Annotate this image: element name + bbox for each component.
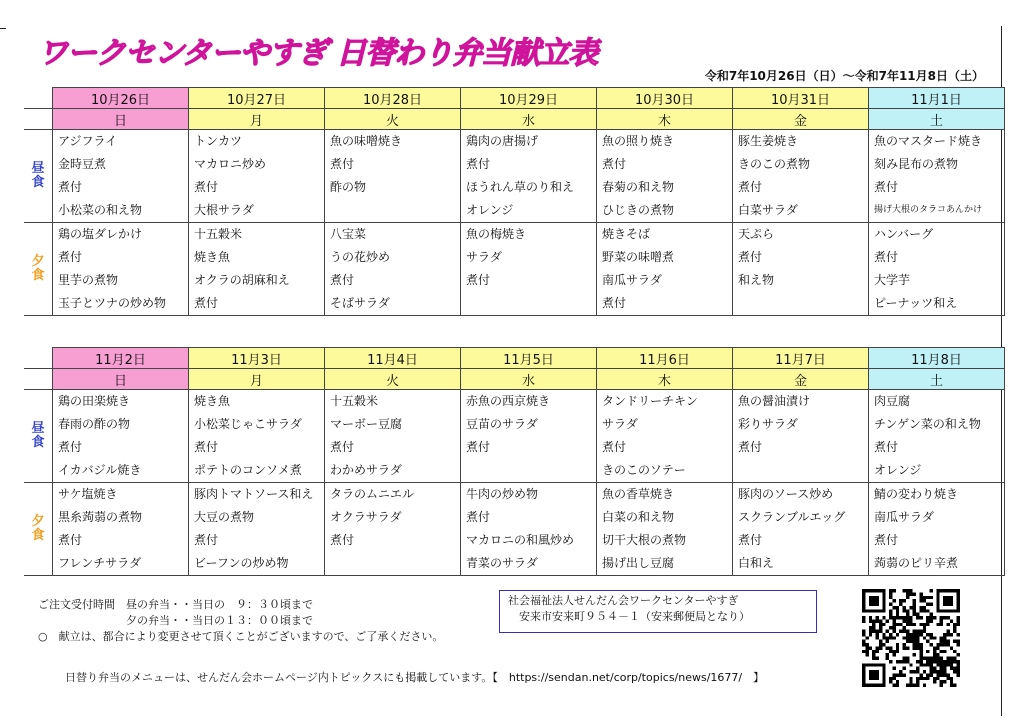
footer-note: 日替り弁当のメニューは、せんだん会ホームページ内トピックスにも掲載しています。【 https://sendan.net/corp/topics/news/1677/ 】 [65, 671, 765, 684]
menu-item: 青菜のサラダ [466, 556, 538, 570]
lunch-menu-cell [733, 130, 869, 223]
menu-item: 魚の醤油漬け [738, 394, 811, 408]
menu-item: トンカツ [194, 134, 243, 148]
menu-item [325, 552, 460, 575]
weekday-cell: 木 [597, 369, 733, 390]
menu-item: 牛肉の炒め物 [466, 487, 539, 501]
menu-item: きのこのソテー [602, 463, 686, 477]
menu-item: 煮付 [874, 250, 899, 264]
weekday-cell: 月 [189, 109, 325, 130]
dinner-menu-cell [325, 483, 461, 576]
menu-item: フレンチサラダ [58, 556, 142, 570]
menu-item: 里芋の煮物 [58, 273, 119, 287]
corner-cell [24, 109, 53, 130]
menu-item: タラのムニエル [330, 487, 415, 501]
menu-item: 小松菜の和え物 [58, 203, 143, 217]
menu-item: 鶏の塩ダレかけ [58, 227, 143, 241]
menu-period: 令和7年10月26日（日）～令和7年11月8日（土） [704, 69, 984, 83]
organization-name: 社会福祉法人せんだん会ワークセンターやすぎ [508, 594, 739, 607]
dinner-menu-cell [733, 483, 869, 576]
dinner-menu-cell [733, 223, 869, 316]
dinner-menu-cell [461, 483, 597, 576]
menu-item: 煮付 [738, 180, 763, 194]
menu-item [461, 292, 596, 315]
menu-item: 煮付 [58, 250, 83, 264]
menu-item: ビーフンの炒め物 [194, 556, 289, 570]
dinner-menu-cell [597, 483, 733, 576]
page-border-tick [0, 28, 6, 29]
weekday-cell: 土 [869, 369, 1005, 390]
menu-item: 鶏肉の唐揚げ [466, 134, 539, 148]
menu-item: 魚の梅焼き [466, 227, 527, 241]
menu-item: 豚生姜焼き [738, 134, 799, 148]
menu-item: 煮付 [466, 273, 491, 287]
date-cell: 10月27日 [189, 88, 325, 109]
menu-item [325, 199, 460, 222]
date-cell: 10月31日 [733, 88, 869, 109]
menu-item: 鯖の変わり焼き [874, 487, 959, 501]
date-cell: 11月3日 [189, 348, 325, 369]
menu-item: オクラサラダ [330, 510, 402, 524]
menu-item: 焼きそば [602, 227, 651, 241]
dinner-menu-cell [461, 223, 597, 316]
lunch-menu-cell [869, 390, 1005, 483]
menu-item: 煮付 [330, 157, 355, 171]
menu-item: 焼き魚 [194, 394, 231, 408]
menu-item: 十五穀米 [194, 227, 243, 241]
menu-item: わかめサラダ [330, 463, 402, 477]
menu-item: 金時豆煮 [58, 157, 107, 171]
menu-item: ほうれん草のり和え [466, 180, 575, 194]
menu-item: アジフライ [58, 134, 118, 148]
menu-item: 大根サラダ [194, 203, 254, 217]
menu-item: 大学芋 [874, 273, 911, 287]
menu-item: 切干大根の煮物 [602, 533, 687, 547]
date-cell: 10月28日 [325, 88, 461, 109]
lunch-menu-cell [53, 390, 189, 483]
menu-item: そばサラダ [330, 296, 390, 310]
menu-item: 彩りサラダ [738, 417, 798, 431]
menu-item: 焼き魚 [194, 250, 231, 264]
menu-item: 煮付 [330, 440, 355, 454]
weekday-cell: 火 [325, 109, 461, 130]
date-cell: 11月7日 [733, 348, 869, 369]
menu-item: 煮付 [738, 250, 763, 264]
week-menu-table [24, 347, 1005, 576]
menu-item: 煮付 [874, 533, 899, 547]
dinner-label-char: 食 [31, 528, 45, 543]
menu-item: オレンジ [466, 203, 514, 217]
menu-item: 野菜の味噌煮 [602, 250, 675, 264]
date-cell: 11月8日 [869, 348, 1005, 369]
menu-item: サラダ [602, 417, 638, 431]
menu-item: 魚の照り焼き [602, 134, 675, 148]
menu-item: スクランブルエッグ [738, 510, 846, 524]
date-cell: 10月29日 [461, 88, 597, 109]
date-cell: 10月30日 [597, 88, 733, 109]
menu-item: 煮付 [738, 533, 763, 547]
menu-item: 黒糸蒟蒻の煮物 [58, 510, 143, 524]
menu-item: ポテトのコンソメ煮 [194, 463, 302, 477]
dinner-label-cell [24, 483, 53, 576]
weekday-cell: 火 [325, 369, 461, 390]
lunch-menu-cell [53, 130, 189, 223]
organization-address: 安来市安来町９５４－１（安来郵便局となり） [508, 610, 750, 623]
dinner-menu-cell [869, 483, 1005, 576]
note-line: 夕の弁当・・当日の１３：００頃まで [38, 614, 313, 627]
menu-item: 豚肉トマトソース和え [194, 487, 314, 501]
weekday-cell: 金 [733, 369, 869, 390]
weekday-cell: 金 [733, 109, 869, 130]
menu-item: 刻み昆布の煮物 [874, 157, 959, 171]
dinner-menu-cell [189, 223, 325, 316]
weekday-cell: 月 [189, 369, 325, 390]
menu-item: 南瓜サラダ [874, 510, 934, 524]
lunch-label-char: 食 [31, 175, 45, 190]
menu-item: 煮付 [194, 180, 219, 194]
weekday-cell: 水 [461, 369, 597, 390]
date-cell: 11月5日 [461, 348, 597, 369]
menu-item: 揚げ出し豆腐 [602, 556, 675, 570]
menu-item: 煮付 [330, 533, 355, 547]
weekday-cell: 日 [53, 369, 189, 390]
menu-item: 煮付 [466, 157, 491, 171]
menu-item: 煮付 [466, 510, 491, 524]
dinner-menu-cell [325, 223, 461, 316]
menu-item: 揚げ大根のタラコあんかけ [874, 205, 983, 215]
lunch-menu-cell [325, 130, 461, 223]
date-cell: 11月1日 [869, 88, 1005, 109]
menu-item: 小松菜じゃこサラダ [194, 417, 302, 431]
note-line: ご注文受付時間 昼の弁当・・当日の ９：３０頃まで [38, 598, 313, 611]
menu-item: 和え物 [738, 273, 775, 287]
weekday-cell: 水 [461, 109, 597, 130]
weekday-cell: 木 [597, 109, 733, 130]
lunch-menu-cell [189, 130, 325, 223]
dinner-label-char: 夕 [31, 254, 45, 269]
menu-item: きのこの煮物 [738, 157, 811, 171]
lunch-label-char: 食 [31, 435, 45, 450]
menu-item: 豚肉のソース炒め [738, 487, 834, 501]
dinner-label-char: 夕 [31, 514, 45, 529]
menu-item: 十五穀米 [330, 394, 379, 408]
lunch-label-char: 昼 [31, 421, 45, 436]
menu-item: 煮付 [466, 440, 491, 454]
menu-item: 魚のマスタード焼き [874, 134, 983, 148]
menu-item: 白菜サラダ [738, 203, 798, 217]
qr-code-icon[interactable] [862, 589, 960, 687]
menu-item: 酢の物 [330, 180, 367, 194]
note-line: ○ 献立は、都合により変更させて頂くことがございますので、ご了承ください。 [38, 630, 444, 643]
menu-item: マカロニの和風炒め [466, 533, 575, 547]
date-cell: 11月2日 [53, 348, 189, 369]
weekday-cell: 日 [53, 109, 189, 130]
menu-item: 煮付 [58, 180, 83, 194]
dinner-menu-cell [53, 223, 189, 316]
menu-item: チンゲン菜の和え物 [874, 417, 981, 431]
dinner-menu-cell [869, 223, 1005, 316]
menu-item: マカロニ炒め [194, 157, 267, 171]
lunch-menu-cell [597, 130, 733, 223]
lunch-menu-cell [461, 130, 597, 223]
menu-item: 春雨の酢の物 [58, 417, 131, 431]
menu-item: 肉豆腐 [874, 394, 911, 408]
lunch-menu-cell [869, 130, 1005, 223]
menu-item: 煮付 [602, 157, 627, 171]
menu-item [461, 459, 596, 482]
menu-item: 豆苗のサラダ [466, 417, 538, 431]
menu-item: 煮付 [58, 533, 83, 547]
menu-item: 煮付 [602, 296, 627, 310]
order-notes [38, 597, 443, 645]
dinner-label-char: 食 [31, 268, 45, 283]
lunch-menu-cell [189, 390, 325, 483]
lunch-menu-cell [461, 390, 597, 483]
menu-item: 大豆の煮物 [194, 510, 255, 524]
menu-item: オクラの胡麻和え [194, 273, 290, 287]
dinner-menu-cell [189, 483, 325, 576]
menu-item: 煮付 [194, 533, 219, 547]
menu-item: 白菜の和え物 [602, 510, 675, 524]
menu-item [733, 459, 868, 482]
menu-item: ピーナッツ和え [874, 296, 958, 310]
menu-item: 煮付 [738, 440, 763, 454]
menu-item: 赤魚の西京焼き [466, 394, 551, 408]
menu-item: 天ぷら [738, 227, 775, 241]
menu-item: サケ塩焼き [58, 487, 118, 501]
menu-item: 白和え [738, 556, 775, 570]
menu-item: マーボー豆腐 [330, 417, 403, 431]
menu-item: 煮付 [330, 273, 355, 287]
dinner-menu-cell [53, 483, 189, 576]
menu-item: 八宝菜 [330, 227, 367, 241]
corner-cell [24, 369, 53, 390]
week-menu-table [24, 87, 1005, 316]
menu-item: 煮付 [874, 180, 899, 194]
menu-item: ハンバーグ [874, 227, 934, 241]
menu-item: サラダ [466, 250, 502, 264]
organization-box [499, 590, 817, 633]
weekday-cell: 土 [869, 109, 1005, 130]
menu-item: イカバジル焼き [58, 463, 142, 477]
lunch-menu-cell [597, 390, 733, 483]
menu-item [733, 292, 868, 315]
menu-item: 蒟蒻のピリ辛煮 [874, 556, 959, 570]
corner-cell [24, 348, 53, 369]
menu-item: 玉子とツナの炒め物 [58, 296, 167, 310]
date-cell: 10月26日 [53, 88, 189, 109]
menu-item: タンドリーチキン [602, 394, 698, 408]
menu-item: ひじきの煮物 [602, 203, 675, 217]
date-cell: 11月4日 [325, 348, 461, 369]
menu-item: 南瓜サラダ [602, 273, 662, 287]
menu-item: 鶏の田楽焼き [58, 394, 131, 408]
lunch-menu-cell [325, 390, 461, 483]
lunch-menu-cell [733, 390, 869, 483]
lunch-label-cell [24, 390, 53, 483]
menu-item: 煮付 [602, 440, 627, 454]
menu-item: オレンジ [874, 463, 922, 477]
dinner-menu-cell [597, 223, 733, 316]
menu-item: うの花炒め [330, 250, 391, 264]
menu-item: 春菊の和え物 [602, 180, 675, 194]
menu-item: 魚の味噌焼き [330, 134, 403, 148]
menu-item: 魚の香草焼き [602, 487, 675, 501]
corner-cell [24, 88, 53, 109]
date-cell: 11月6日 [597, 348, 733, 369]
lunch-label-cell [24, 130, 53, 223]
menu-item: 煮付 [194, 440, 219, 454]
menu-item: 煮付 [194, 296, 219, 310]
page-title: ワークセンターやすぎ 日替わり弁当献立表 [38, 36, 598, 71]
dinner-label-cell [24, 223, 53, 316]
lunch-label-char: 昼 [31, 161, 45, 176]
menu-item: 煮付 [874, 440, 899, 454]
menu-item: 煮付 [58, 440, 83, 454]
